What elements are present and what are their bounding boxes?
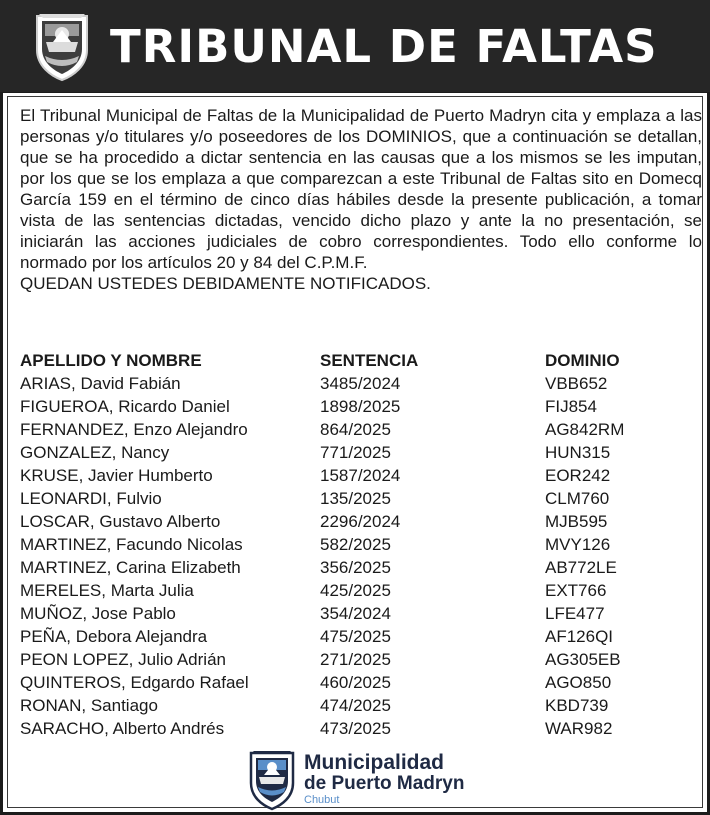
- row-sentence: 356/2025: [320, 558, 391, 577]
- row-domain: FIJ854: [545, 397, 597, 416]
- row-domain: WAR982: [545, 719, 613, 738]
- table-header: [20, 349, 690, 372]
- notice-frame: [7, 96, 703, 808]
- notice-closing: QUEDAN USTEDES DEBIDAMENTE NOTIFICADOS.: [20, 274, 431, 293]
- header-domain: DOMINIO: [545, 351, 620, 370]
- row-sentence: 425/2025: [320, 581, 391, 600]
- row-domain: VBB652: [545, 374, 608, 393]
- row-name: MUÑOZ, Jose Pablo: [20, 604, 176, 623]
- row-name: LOSCAR, Gustavo Alberto: [20, 512, 221, 531]
- table-row: [20, 625, 690, 648]
- row-name: FIGUEROA, Ricardo Daniel: [20, 397, 230, 416]
- table-row: [20, 418, 690, 441]
- table-row: [20, 464, 690, 487]
- notice-body: El Tribunal Municipal de Faltas de la Municipalidad de Puerto Madryn cita y emplaza a las personas y/o titulares y/o poseedores de los DOMINIOS, que a continuación se detallan, que se ha procedido a dictar sentencia en las causas que a los mismos se les imputan, por los que se los emplaza a que comparezcan a este Tribunal de Faltas sito en Domecq García 159 en el término de cinco días hábiles desde la presente publicación, a tomar vista de las sentencias dictadas, vencido dicho plazo y ante la no presentación, se iniciarán las acciones judiciales de cobro correspondientes. Todo ello conforme lo normado por los artículos 20 y 84 del C.P.M.F.: [20, 106, 702, 272]
- row-domain: CLM760: [545, 489, 610, 508]
- row-domain: KBD739: [545, 696, 609, 715]
- table-row: [20, 441, 690, 464]
- row-name: SARACHO, Alberto Andrés: [20, 719, 225, 738]
- row-name: ARIAS, David Fabián: [20, 374, 181, 393]
- table-row: [20, 372, 690, 395]
- sentences-table: [20, 349, 690, 740]
- row-sentence: 1898/2025: [320, 397, 401, 416]
- row-sentence: 460/2025: [320, 673, 391, 692]
- row-domain: EOR242: [545, 466, 611, 485]
- table-row: [20, 510, 690, 533]
- row-domain: AG305EB: [545, 650, 621, 669]
- municipal-shield-icon: [248, 749, 296, 811]
- row-name: GONZALEZ, Nancy: [20, 443, 170, 462]
- row-name: MERELES, Marta Julia: [20, 581, 194, 600]
- row-domain: EXT766: [545, 581, 607, 600]
- row-sentence: 271/2025: [320, 650, 391, 669]
- header-bar: [0, 0, 710, 92]
- row-sentence: 473/2025: [320, 719, 391, 738]
- page-title: TRIBUNAL DE FALTAS: [110, 20, 658, 73]
- table-row: [20, 556, 690, 579]
- table-row: [20, 487, 690, 510]
- logo-line-1: Municipalidad: [304, 751, 445, 774]
- table-row: [20, 671, 690, 694]
- row-name: FERNANDEZ, Enzo Alejandro: [20, 420, 248, 439]
- table-row: [20, 579, 690, 602]
- row-name: KRUSE, Javier Humberto: [20, 466, 213, 485]
- row-domain: AGO850: [545, 673, 612, 692]
- row-name: MARTINEZ, Facundo Nicolas: [20, 535, 243, 554]
- row-domain: LFE477: [545, 604, 605, 623]
- row-sentence: 864/2025: [320, 420, 391, 439]
- row-sentence: 1587/2024: [320, 466, 401, 485]
- logo-line-2: de Puerto Madryn: [304, 773, 465, 794]
- row-sentence: 2296/2024: [320, 512, 401, 531]
- logo-region: Chubut: [304, 794, 340, 806]
- table-row: [20, 533, 690, 556]
- table-row: [20, 648, 690, 671]
- table-row: [20, 395, 690, 418]
- row-sentence: 354/2024: [320, 604, 391, 623]
- row-sentence: 474/2025: [320, 696, 391, 715]
- header-sentence: SENTENCIA: [320, 351, 419, 370]
- row-name: PEON LOPEZ, Julio Adrián: [20, 650, 226, 669]
- coat-of-arms-icon: [33, 12, 91, 82]
- row-domain: AG842RM: [545, 420, 625, 439]
- table-row: [20, 602, 690, 625]
- header-name: APELLIDO Y NOMBRE: [20, 351, 202, 370]
- row-name: PEÑA, Debora Alejandra: [20, 627, 208, 646]
- row-domain: AF126QI: [545, 627, 614, 646]
- row-domain: MVY126: [545, 535, 611, 554]
- row-sentence: 135/2025: [320, 489, 391, 508]
- row-name: MARTINEZ, Carina Elizabeth: [20, 558, 241, 577]
- table-row: [20, 717, 690, 740]
- row-domain: AB772LE: [545, 558, 617, 577]
- row-name: LEONARDI, Fulvio: [20, 489, 162, 508]
- row-domain: MJB595: [545, 512, 608, 531]
- notice-panel: [3, 93, 707, 812]
- row-sentence: 3485/2024: [320, 374, 401, 393]
- row-sentence: 475/2025: [320, 627, 391, 646]
- row-name: QUINTEROS, Edgardo Rafael: [20, 673, 249, 692]
- row-sentence: 771/2025: [320, 443, 391, 462]
- municipality-logo: [248, 749, 478, 811]
- table-row: [20, 694, 690, 717]
- row-sentence: 582/2025: [320, 535, 391, 554]
- row-name: RONAN, Santiago: [20, 696, 158, 715]
- notice-text: [20, 105, 702, 294]
- row-domain: HUN315: [545, 443, 611, 462]
